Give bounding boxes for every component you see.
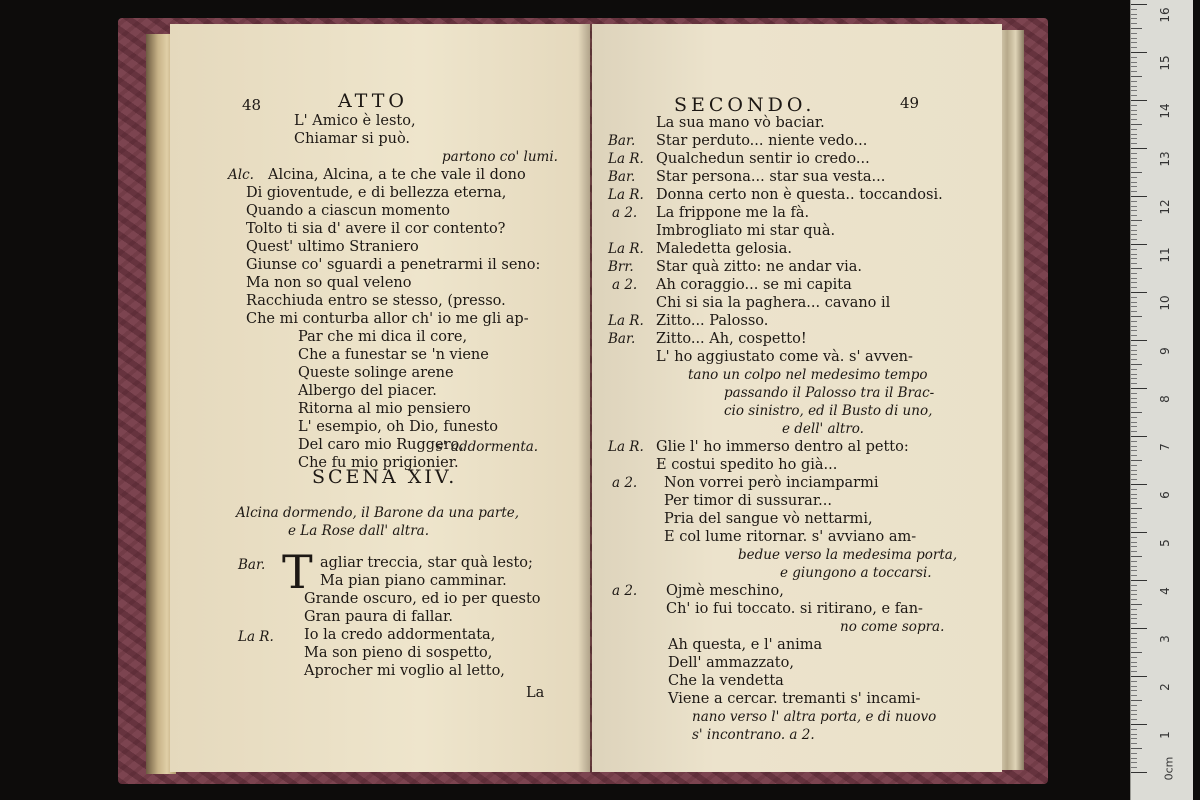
ruler-tick	[1131, 287, 1137, 288]
stage-direction: cio sinistro, ed il Busto di uno,	[724, 403, 933, 419]
speaker-label: a 2.	[612, 475, 638, 491]
ruler-tick	[1131, 676, 1147, 677]
ruler-tick	[1131, 407, 1137, 408]
ruler-tick	[1131, 306, 1137, 307]
ruler-tick	[1131, 503, 1137, 504]
ruler-tick	[1131, 254, 1137, 255]
ruler-tick	[1131, 599, 1137, 600]
stage-direction: s' addormenta.	[436, 439, 539, 455]
ruler-tick	[1131, 326, 1137, 327]
ruler-tick	[1131, 494, 1137, 495]
speaker-label: a 2.	[612, 277, 638, 293]
ruler-tick	[1131, 167, 1137, 168]
ruler-tick	[1131, 119, 1137, 120]
ruler-tick	[1131, 537, 1137, 538]
verse-line: Chi si sia la paghera... cavano il	[656, 295, 891, 311]
ruler-tick	[1131, 129, 1137, 130]
ruler-number: 13	[1158, 151, 1172, 167]
verse-line: E col lume ritornar. s' avviano am-	[664, 529, 917, 545]
ruler-tick	[1131, 633, 1137, 634]
ruler-tick	[1131, 268, 1142, 269]
ruler-tick	[1131, 580, 1147, 581]
ruler-tick	[1131, 378, 1137, 379]
ruler-tick	[1131, 695, 1137, 696]
verse-line: Chiamar si può.	[294, 131, 411, 147]
ruler-tick	[1131, 753, 1137, 754]
ruler-tick	[1131, 23, 1137, 24]
ruler-tick	[1131, 489, 1137, 490]
verse-line: La sua mano vò baciar.	[656, 115, 825, 131]
stage-direction: partono co' lumi.	[442, 149, 558, 165]
verse-line: Zitto... Palosso.	[656, 313, 769, 329]
ruler-tick	[1131, 335, 1137, 336]
ruler-number: 12	[1158, 199, 1172, 215]
verse-line: Che a funestar se 'n viene	[298, 347, 489, 363]
ruler-tick	[1131, 86, 1137, 87]
verse-line: Grande oscuro, ed io per questo	[304, 591, 541, 607]
verse-line: Maledetta gelosia.	[656, 241, 793, 257]
ruler-tick	[1131, 177, 1137, 178]
ruler-tick	[1131, 681, 1137, 682]
ruler-tick	[1131, 350, 1137, 351]
ruler-number: 7	[1158, 443, 1172, 451]
ruler-tick	[1131, 278, 1137, 279]
ruler-tick	[1131, 186, 1137, 187]
ruler-number: 8	[1158, 395, 1172, 403]
ruler-tick	[1131, 446, 1137, 447]
ruler-tick	[1131, 153, 1137, 154]
ruler-tick	[1131, 450, 1137, 451]
ruler-tick	[1131, 302, 1137, 303]
ruler-tick	[1131, 590, 1137, 591]
page-number: 49	[900, 94, 920, 112]
verse-line: Per timor di sussurar...	[664, 493, 832, 509]
verse-line: Che fu mio prigionier.	[298, 455, 459, 471]
ruler-tick	[1131, 623, 1137, 624]
ruler-tick	[1131, 374, 1137, 375]
verse-line: Dell' ammazzato,	[668, 655, 794, 671]
stage-direction: s' incontrano. a 2.	[692, 727, 815, 743]
ruler-tick	[1131, 729, 1137, 730]
ruler-tick	[1131, 734, 1137, 735]
ruler-tick	[1131, 628, 1147, 629]
verse-line: Quando a ciascun momento	[246, 203, 451, 219]
verse-line: La frippone me la fà.	[656, 205, 810, 221]
ruler-tick	[1131, 422, 1137, 423]
ruler-tick	[1131, 532, 1147, 533]
ruler-tick	[1131, 210, 1137, 211]
ruler-tick	[1131, 762, 1137, 763]
ruler-tick	[1131, 234, 1137, 235]
ruler-tick	[1131, 138, 1137, 139]
stage-direction: bedue verso la medesima porta,	[738, 547, 958, 563]
ruler-tick	[1131, 527, 1137, 528]
verse-line: E costui spedito ho già...	[656, 457, 838, 473]
verse-line: Quest' ultimo Straniero	[246, 239, 419, 255]
verse-line: Albergo del piacer.	[298, 383, 437, 399]
verse-line: Alcina, Alcina, a te che vale il dono	[268, 167, 526, 183]
ruler-tick	[1131, 690, 1137, 691]
ruler-number: 6	[1158, 491, 1172, 499]
ruler-tick	[1131, 18, 1137, 19]
stage-direction: nano verso l' altra porta, e di nuovo	[692, 709, 937, 725]
speaker-label: Bar.	[608, 169, 636, 185]
stage-direction: e giungono a toccarsi.	[780, 565, 932, 581]
ruler-number: 14	[1158, 103, 1172, 119]
ruler-tick	[1131, 772, 1147, 773]
ruler-tick	[1131, 455, 1137, 456]
ruler-tick	[1131, 369, 1137, 370]
catchword: La	[526, 685, 545, 701]
ruler-tick	[1131, 767, 1137, 768]
speaker-label: Brr.	[608, 259, 634, 275]
ruler-tick	[1131, 52, 1147, 53]
scene-direction: e La Rose dall' altra.	[288, 523, 429, 539]
ruler-tick	[1131, 431, 1137, 432]
ruler-tick	[1131, 364, 1142, 365]
ruler-number: 4	[1158, 587, 1172, 595]
ruler-tick	[1131, 191, 1137, 192]
ruler-tick	[1131, 710, 1137, 711]
ruler-tick	[1131, 134, 1137, 135]
ruler-tick	[1131, 738, 1137, 739]
ruler-number: 15	[1158, 55, 1172, 71]
verse-line: Ma son pieno di sospetto,	[304, 645, 493, 661]
ruler-number: 16	[1158, 7, 1172, 23]
verse-line: Ah coraggio... se mi capita	[656, 277, 852, 293]
running-header: ATTO	[338, 90, 408, 112]
verse-line: Imbrogliato mi star quà.	[656, 223, 836, 239]
ruler-tick	[1131, 244, 1147, 245]
ruler-number: 2	[1158, 683, 1172, 691]
ruler-tick	[1131, 719, 1137, 720]
ruler-tick	[1131, 239, 1137, 240]
verse-line: Aprocher mi voglio al letto,	[304, 663, 505, 679]
ruler-tick	[1131, 436, 1147, 437]
ruler-tick	[1131, 508, 1142, 509]
ruler-tick	[1131, 714, 1137, 715]
speaker-label: Bar.	[238, 557, 266, 573]
ruler-tick	[1131, 666, 1137, 667]
ruler-tick	[1131, 258, 1137, 259]
verse-line: Ma non so qual veleno	[246, 275, 412, 291]
ruler-tick	[1131, 297, 1137, 298]
ruler-tick	[1131, 124, 1142, 125]
running-header: SECONDO.	[674, 94, 816, 116]
ruler-tick	[1131, 566, 1137, 567]
ruler-tick	[1131, 62, 1137, 63]
ruler-tick	[1131, 465, 1137, 466]
verse-line: Viene a cercar. tremanti s' incami-	[668, 691, 921, 707]
verse-line: Pria del sangue vò nettarmi,	[664, 511, 873, 527]
verse-line: Ch' io fui toccato. si ritirano, e fan-	[666, 601, 923, 617]
ruler-tick	[1131, 474, 1137, 475]
ruler-tick	[1131, 647, 1137, 648]
ruler-tick	[1131, 249, 1137, 250]
ruler-number: 1	[1158, 731, 1172, 739]
stage-direction: passando il Palosso tra il Brac-	[724, 385, 935, 401]
ruler-tick	[1131, 743, 1137, 744]
ruler-tick	[1131, 518, 1137, 519]
ruler-tick	[1131, 345, 1137, 346]
ruler-tick	[1131, 95, 1137, 96]
verse-line: Di gioventude, e di bellezza eterna,	[246, 185, 507, 201]
speaker-label: La R.	[608, 241, 644, 257]
ruler-tick	[1131, 182, 1137, 183]
speaker-label: La R.	[608, 187, 644, 203]
measurement-ruler	[1130, 0, 1193, 800]
ruler-tick	[1131, 686, 1137, 687]
ruler-tick	[1131, 143, 1137, 144]
ruler-tick	[1131, 484, 1147, 485]
ruler-tick	[1131, 570, 1137, 571]
ruler-tick	[1131, 561, 1137, 562]
page-number: 48	[242, 96, 262, 114]
ruler-tick	[1131, 546, 1137, 547]
ruler-tick	[1131, 638, 1137, 639]
verse-line: Ah questa, e l' anima	[668, 637, 823, 653]
ruler-tick	[1131, 273, 1137, 274]
ruler-tick	[1131, 220, 1142, 221]
ruler-tick	[1131, 594, 1137, 595]
speaker-label: La R.	[608, 151, 644, 167]
ruler-tick	[1131, 42, 1137, 43]
ruler-tick	[1131, 479, 1137, 480]
ruler-tick	[1131, 340, 1147, 341]
ruler-tick	[1131, 114, 1137, 115]
speaker-label: La R.	[238, 629, 274, 645]
ruler-tick	[1131, 148, 1147, 149]
ruler-tick	[1131, 402, 1137, 403]
verse-line: Queste solinge arene	[298, 365, 454, 381]
ruler-tick	[1131, 105, 1137, 106]
ruler-tick	[1131, 724, 1147, 725]
verse-line: Che mi conturba allor ch' io me gli ap-	[246, 311, 529, 327]
ruler-tick	[1131, 225, 1137, 226]
verse-line: Star persona... star sua vesta...	[656, 169, 886, 185]
ruler-tick	[1131, 263, 1137, 264]
ruler-tick	[1131, 426, 1137, 427]
ruler-tick	[1131, 57, 1137, 58]
ruler-tick	[1131, 522, 1137, 523]
ruler-tick	[1131, 700, 1142, 701]
ruler-tick	[1131, 100, 1147, 101]
verse-line: L' ho aggiustato come và. s' avven-	[656, 349, 913, 365]
speaker-label: Bar.	[608, 133, 636, 149]
stage-direction: no come sopra.	[840, 619, 945, 635]
ruler-tick	[1131, 551, 1137, 552]
ruler-tick	[1131, 585, 1137, 586]
ruler-tick	[1131, 90, 1137, 91]
speaker-label: a 2.	[612, 205, 638, 221]
verse-line: Glie l' ho immerso dentro al petto:	[656, 439, 909, 455]
verse-line: Ritorna al mio pensiero	[298, 401, 471, 417]
ruler-tick	[1131, 470, 1137, 471]
ruler-tick	[1131, 359, 1137, 360]
ruler-tick	[1131, 652, 1142, 653]
verse-line: L' esempio, oh Dio, funesto	[298, 419, 498, 435]
right-page	[592, 24, 1002, 772]
ruler-tick	[1131, 642, 1137, 643]
speaker-label: a 2.	[612, 583, 638, 599]
ruler-number: 3	[1158, 635, 1172, 643]
ruler-tick	[1131, 609, 1137, 610]
ruler-tick	[1131, 383, 1137, 384]
ruler-tick	[1131, 28, 1142, 29]
speaker-label: La R.	[608, 439, 644, 455]
ruler-tick	[1131, 412, 1142, 413]
ruler-tick	[1131, 542, 1137, 543]
verse-line: Star quà zitto: ne andar via.	[656, 259, 863, 275]
verse-line: Par che mi dica il core,	[298, 329, 468, 345]
ruler-tick	[1131, 14, 1137, 15]
ruler-tick	[1131, 71, 1137, 72]
ruler-tick	[1131, 398, 1137, 399]
ruler-tick	[1131, 662, 1137, 663]
ruler-tick	[1131, 513, 1137, 514]
ruler-tick	[1131, 47, 1137, 48]
verse-line: Donna certo non è questa.. toccandosi.	[656, 187, 943, 203]
ruler-tick	[1131, 4, 1147, 5]
ruler-tick	[1131, 614, 1137, 615]
ruler-tick	[1131, 758, 1137, 759]
ruler-tick	[1131, 705, 1137, 706]
ruler-tick	[1131, 158, 1137, 159]
ruler-tick	[1131, 441, 1137, 442]
verse-line: Che la vendetta	[668, 673, 784, 689]
speaker-label: La R.	[608, 313, 644, 329]
ruler-tick	[1131, 215, 1137, 216]
stage-direction: tano un colpo nel medesimo tempo	[688, 367, 928, 383]
ruler-tick	[1131, 201, 1137, 202]
ruler-tick	[1131, 330, 1137, 331]
ruler-tick	[1131, 162, 1137, 163]
verse-line: Gran paura di fallar.	[304, 609, 453, 625]
verse-line: Ma pian piano camminar.	[320, 573, 507, 589]
ruler-tick	[1131, 393, 1137, 394]
ruler-tick	[1131, 282, 1137, 283]
ruler-tick	[1131, 38, 1137, 39]
ruler-number: 10	[1158, 295, 1172, 311]
ruler-tick	[1131, 321, 1137, 322]
ruler-tick	[1131, 66, 1137, 67]
verse-line: Non vorrei però inciamparmi	[664, 475, 879, 491]
ruler-tick	[1131, 76, 1142, 77]
ruler-tick	[1131, 556, 1142, 557]
scene-title: SCENA XIV.	[312, 466, 458, 488]
ruler-tick	[1131, 110, 1137, 111]
ruler-tick	[1131, 460, 1142, 461]
ruler-tick	[1131, 196, 1147, 197]
verse-line: Star perduto... niente vedo...	[656, 133, 868, 149]
verse-line: Tolto ti sia d' avere il cor contento?	[246, 221, 506, 237]
ruler-tick	[1131, 230, 1137, 231]
ruler-tick	[1131, 292, 1147, 293]
stage-direction: e dell' altro.	[782, 421, 864, 437]
ruler-tick	[1131, 388, 1147, 389]
ruler-tick	[1131, 657, 1137, 658]
ruler-number: 5	[1158, 539, 1172, 547]
verse-line: Del caro mio Ruggero,	[298, 437, 464, 453]
verse-line: Qualchedun sentir io credo...	[656, 151, 870, 167]
ruler-tick	[1131, 604, 1142, 605]
ruler-tick	[1131, 311, 1137, 312]
verse-line: Ojmè meschino,	[666, 583, 784, 599]
speaker-label: Alc.	[228, 167, 254, 183]
left-page	[170, 24, 590, 772]
ruler-tick	[1131, 354, 1137, 355]
drop-cap: T	[282, 545, 313, 599]
ruler-tick	[1131, 748, 1142, 749]
ruler-tick	[1131, 316, 1142, 317]
ruler-unit: 0cm	[1162, 756, 1176, 781]
verse-line: agliar treccia, star quà lesto;	[320, 555, 533, 571]
ruler-tick	[1131, 498, 1137, 499]
verse-line: Io la credo addormentata,	[304, 627, 496, 643]
ruler-tick	[1131, 206, 1137, 207]
verse-line: Giunse co' sguardi a penetrarmi il seno:	[246, 257, 541, 273]
ruler-tick	[1131, 33, 1137, 34]
ruler-tick	[1131, 575, 1137, 576]
verse-line: L' Amico è lesto,	[294, 113, 416, 129]
ruler-tick	[1131, 417, 1137, 418]
scene-direction: Alcina dormendo, il Barone da una parte,	[236, 505, 520, 521]
verse-line: Zitto... Ah, cospetto!	[656, 331, 807, 347]
ruler-tick	[1131, 9, 1137, 10]
ruler-number: 9	[1158, 347, 1172, 355]
speaker-label: Bar.	[608, 331, 636, 347]
ruler-tick	[1131, 81, 1137, 82]
ruler-number: 11	[1158, 247, 1172, 263]
ruler-tick	[1131, 618, 1137, 619]
ruler-tick	[1131, 172, 1142, 173]
verse-line: Racchiuda entro se stesso, (presso.	[246, 293, 506, 309]
ruler-tick	[1131, 671, 1137, 672]
